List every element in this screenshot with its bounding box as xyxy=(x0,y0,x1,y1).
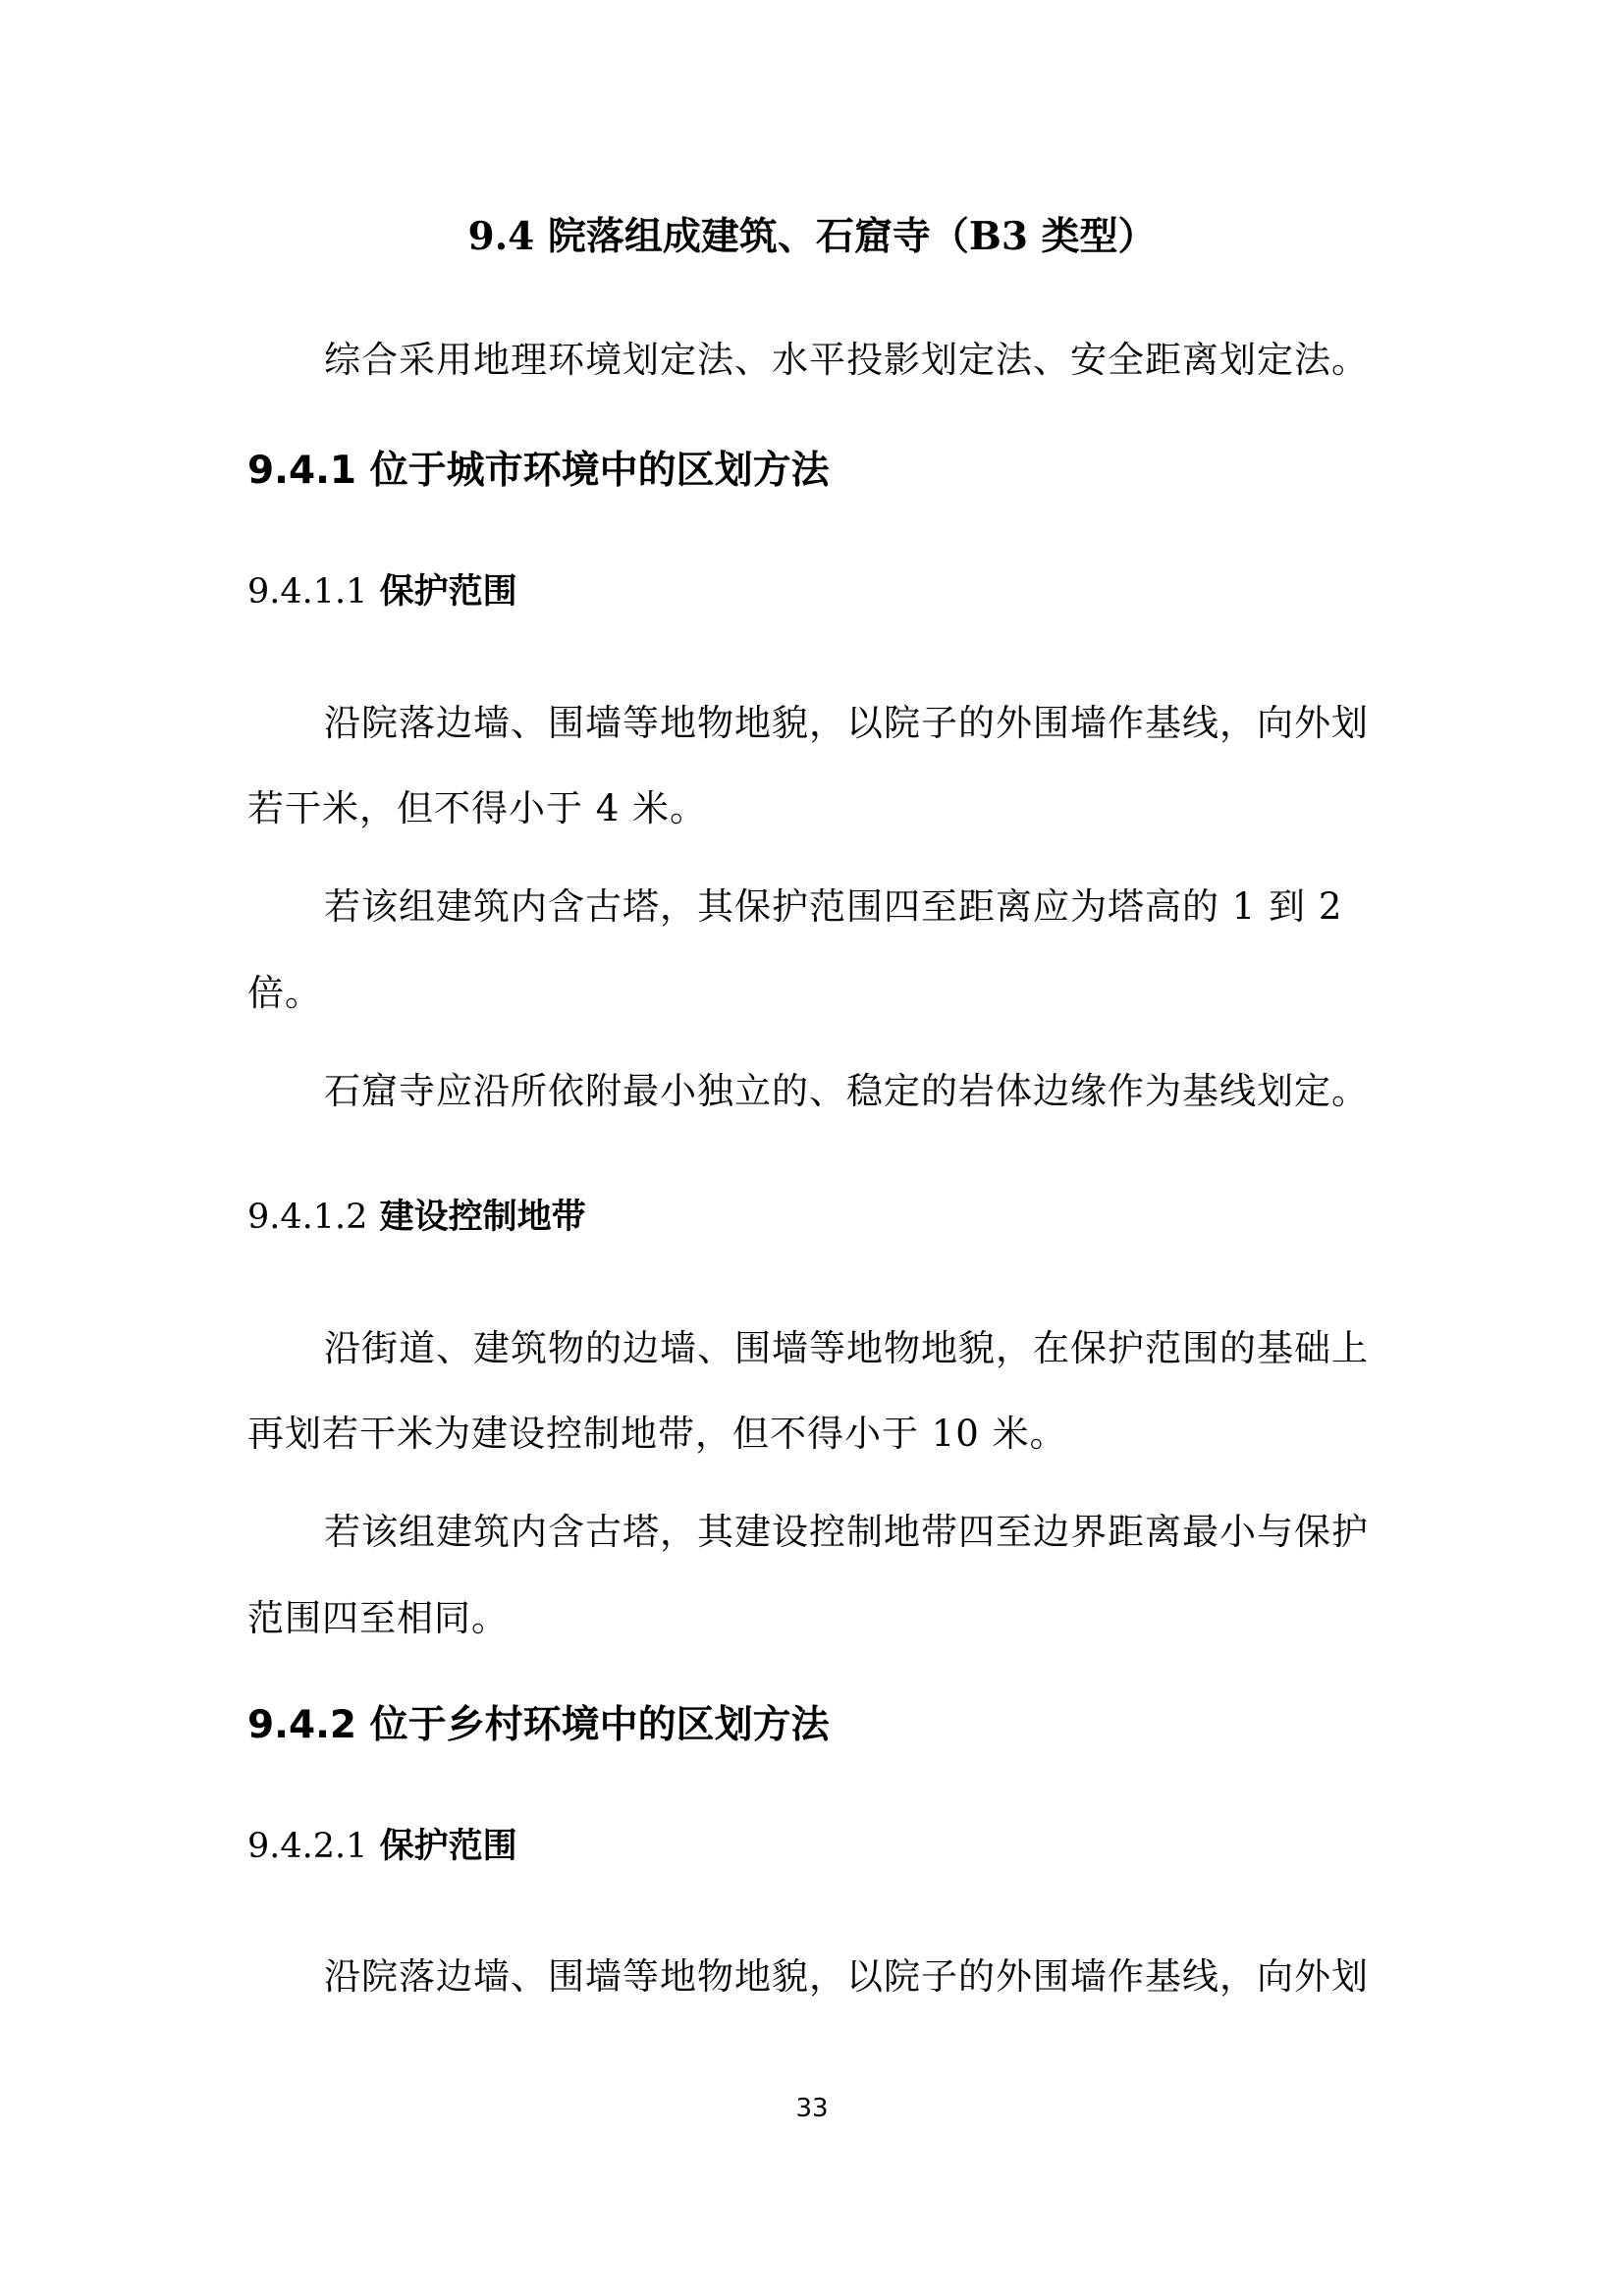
paragraph-line: 倍。 xyxy=(247,972,322,1014)
heading-text: 保护范围 xyxy=(379,1826,517,1866)
paragraph-line: 再划若干米为建设控制地带，但不得小于 10 米。 xyxy=(247,1413,1067,1455)
paragraph-line: 若干米，但不得小于 4 米。 xyxy=(247,787,708,829)
heading-9-4-2 xyxy=(247,1702,830,1747)
intro-paragraph: 综合采用地理环境划定法、水平投影划定法、安全距离划定法。 xyxy=(324,339,1369,381)
paragraph-line: 沿院落边墙、围墙等地物地貌，以院子的外围墙作基线，向外划 xyxy=(324,1955,1369,1998)
page-number: 33 xyxy=(795,2094,829,2123)
paragraph-line: 若该组建筑内含古塔，其建设控制地带四至边界距离最小与保护 xyxy=(324,1511,1369,1553)
paragraph-line: 沿街道、建筑物的边墙、围墙等地物地貌，在保护范围的基础上 xyxy=(324,1327,1369,1369)
heading-9-4-1-2 xyxy=(247,1197,586,1237)
heading-9-4-1-1 xyxy=(247,571,517,612)
heading-9-4-1 xyxy=(247,448,830,493)
heading-text: 位于城市环境中的区划方法 xyxy=(369,448,830,493)
heading-number: 9.4.1.1 xyxy=(247,572,368,612)
heading-text: 建设控制地带 xyxy=(379,1197,586,1237)
paragraph-line: 范围四至相同。 xyxy=(247,1597,509,1639)
heading-number: 9.4.1 xyxy=(247,449,357,493)
heading-number: 9.4.1.2 xyxy=(247,1198,368,1237)
heading-9-4-2-1 xyxy=(247,1826,517,1866)
heading-number: 9.4.2.1 xyxy=(247,1827,368,1866)
paragraph-line: 石窟寺应沿所依附最小独立的、稳定的岩体边缘作为基线划定。 xyxy=(324,1070,1369,1112)
heading-text: 位于乡村环境中的区划方法 xyxy=(369,1702,830,1747)
heading-text: 保护范围 xyxy=(379,571,517,612)
paragraph-line: 沿院落边墙、围墙等地物地貌，以院子的外围墙作基线，向外划 xyxy=(324,702,1369,744)
section-title: 9.4 院落组成建筑、石窟寺（B3 类型） xyxy=(467,214,1157,259)
heading-number: 9.4.2 xyxy=(247,1703,357,1747)
paragraph-line: 若该组建筑内含古塔，其保护范围四至距离应为塔高的 1 到 2 xyxy=(324,885,1343,928)
